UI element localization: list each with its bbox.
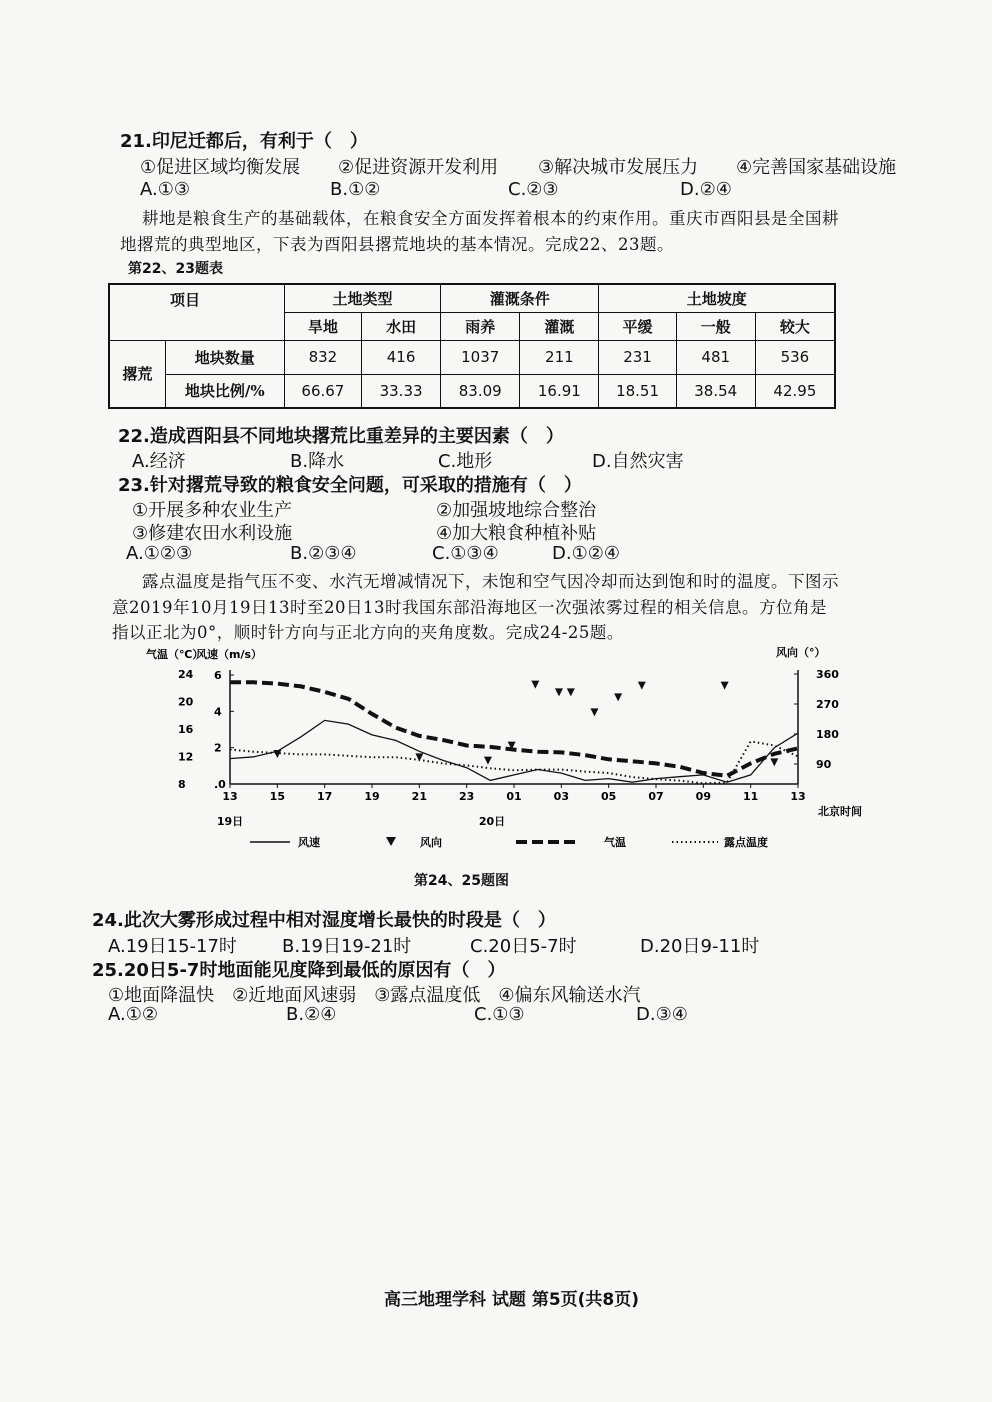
y-left-tick-label: 20 — [178, 695, 194, 709]
q21-option-c: C.②③ — [508, 179, 559, 200]
wind-direction-marker — [638, 682, 646, 690]
q23-item-1: ①开展多种农业生产 — [132, 500, 293, 521]
q21-option-b: B.①② — [330, 179, 381, 200]
q22-option-d: D.自然灾害 — [592, 451, 684, 472]
q23-option-a: A.①②③ — [126, 543, 193, 564]
temperature-line — [230, 682, 798, 776]
x-day-label: 19日 — [216, 815, 244, 828]
table-cell: 16.91 — [520, 374, 599, 408]
wind-direction-marker — [484, 757, 492, 765]
q25-items: ①地面降温快 ②近地面风速弱 ③露点温度低 ④偏东风输送水汽 — [108, 985, 641, 1006]
legend-dew-point-label: 露点温度 — [724, 836, 768, 849]
y-left-tick-label: 16 — [178, 723, 194, 736]
y-right-tick-label: 180 — [816, 728, 839, 741]
table-sub-gentle: 平缓 — [599, 312, 676, 340]
x-tick-label: 03 — [553, 790, 569, 803]
table-cell: 18.51 — [599, 374, 676, 408]
q23-option-d: D.①②④ — [552, 543, 620, 564]
table-header-item: 项目 — [109, 284, 284, 340]
legend-wind-speed-label: 风速 — [298, 836, 320, 849]
wind-direction-marker — [721, 682, 729, 690]
intro-2223-line2: 地撂荒的典型地区，下表为酉阳县撂荒地块的基本情况。完成22、23题。 — [120, 235, 674, 254]
wind-direction-marker — [770, 758, 778, 766]
q24-stem: 24.此次大雾形成过程中相对湿度增长最快的时段是（ ） — [92, 910, 556, 931]
q23-item-2: ②加强坡地综合整治 — [436, 500, 597, 521]
q22-option-c: C.地形 — [438, 451, 493, 472]
wind-direction-marker — [590, 708, 598, 716]
table-cell: 33.33 — [362, 374, 441, 408]
table-cell: 832 — [284, 340, 361, 374]
q21-option-d: D.②④ — [680, 179, 732, 200]
q21-option-a: A.①③ — [140, 179, 190, 200]
wind-direction-marker — [415, 753, 423, 761]
intro-2223-line1: 耕地是粮食生产的基础载体，在粮食安全方面发挥着根本的约束作用。重庆市酉阳县是全国耕 — [142, 209, 839, 228]
table-sub-moderate: 一般 — [676, 312, 755, 340]
q25-option-b: B.②④ — [286, 1004, 337, 1025]
table-sub-paddy: 水田 — [362, 312, 441, 340]
x-tick-label: 23 — [459, 790, 475, 803]
y-speed-axis-label: 风速（m/s） — [196, 648, 263, 661]
q25-option-d: D.③④ — [636, 1004, 688, 1025]
y-speed-tick-label: 6 — [214, 669, 222, 682]
x-day-label: 20日 — [478, 815, 506, 828]
intro-2425-line1: 露点温度是指气压不变、水汽无增减情况下，未饱和空气因冷却而达到饱和时的温度。下图示 — [142, 572, 839, 591]
table-sub-rainfed: 雨养 — [441, 312, 520, 340]
table-row-label: 地块比例/% — [165, 374, 284, 408]
wind-direction-marker — [555, 688, 563, 696]
q21-item-3: ③解决城市发展压力 — [538, 157, 699, 178]
y-right-tick-label: 360 — [816, 668, 839, 681]
q24-option-a: A.19日15-17时 — [108, 936, 237, 957]
q23-option-c: C.①③④ — [432, 543, 499, 564]
q22-stem: 22.造成酉阳县不同地块撂荒比重差异的主要因素（ ） — [118, 426, 564, 447]
weather-chart — [0, 640, 992, 900]
x-tick-label: 07 — [648, 790, 664, 803]
table-group-land-type: 土地类型 — [284, 284, 440, 312]
table-cell: 211 — [520, 340, 599, 374]
y-left-axis-label: 气温（℃） — [146, 648, 204, 661]
table-sub-dryland: 旱地 — [284, 312, 361, 340]
x-tick-label: 13 — [790, 790, 806, 803]
q21-stem: 21.印尼迁都后，有利于（ ） — [120, 131, 368, 152]
intro-2425-line3: 指以正北为0°，顺时针方向与正北方向的夹角度数。完成24-25题。 — [112, 623, 624, 642]
table-group-irrigation: 灌溉条件 — [441, 284, 599, 312]
wind-direction-marker — [567, 688, 575, 696]
wind-direction-marker — [614, 693, 622, 701]
y-speed-tick-label: 2 — [214, 741, 222, 755]
table-row-group: 撂荒 — [109, 340, 165, 408]
legend-wind-direction-label: 风向 — [420, 836, 442, 849]
q24-option-b: B.19日19-21时 — [282, 936, 412, 957]
y-speed-tick-label: 4 — [214, 705, 222, 719]
x-tick-label: 21 — [411, 790, 427, 803]
table-cell: 38.54 — [676, 374, 755, 408]
x-tick-label: 11 — [743, 790, 759, 803]
x-tick-label: 09 — [695, 790, 711, 803]
table-row — [109, 374, 835, 408]
q22-option-a: A.经济 — [132, 451, 186, 472]
q23-item-3: ③修建农田水利设施 — [132, 523, 293, 544]
legend-wind-direction-swatch — [386, 837, 396, 846]
table-cell: 1037 — [441, 340, 520, 374]
table-sub-irrigated: 灌溉 — [520, 312, 599, 340]
q23-option-b: B.②③④ — [290, 543, 357, 564]
table-group-slope: 土地坡度 — [599, 284, 835, 312]
q23-stem: 23.针对撂荒导致的粮食安全问题，可采取的措施有（ ） — [118, 475, 582, 496]
q25-option-c: C.①③ — [474, 1004, 525, 1025]
table-cell: 536 — [755, 340, 835, 374]
chart-caption: 第24、25题图 — [414, 873, 509, 889]
x-tick-label: 15 — [269, 790, 285, 803]
y-right-axis-label: 风向（°） — [776, 646, 826, 659]
table-cell: 481 — [676, 340, 755, 374]
table-sub-steep: 较大 — [755, 312, 835, 340]
table-cell: 83.09 — [441, 374, 520, 408]
land-table — [108, 283, 836, 409]
y-left-tick-label: 8 — [178, 778, 186, 791]
wind-direction-marker — [531, 681, 539, 689]
intro-2425-line2: 意2019年10月19日13时至20日13时我国东部沿海地区一次强浓雾过程的相关信息。方位角是 — [112, 598, 827, 617]
y-left-tick-label: 24 — [178, 668, 194, 681]
x-tick-label: 13 — [222, 790, 238, 803]
table-cell: 416 — [362, 340, 441, 374]
table-cell: 42.95 — [755, 374, 835, 408]
q21-item-4: ④完善国家基础设施 — [736, 157, 897, 178]
y-right-tick-label: 270 — [816, 698, 839, 711]
x-tick-label: 19 — [364, 790, 380, 803]
y-speed-tick-label: .0 — [214, 778, 226, 791]
table-row — [109, 340, 835, 374]
q23-item-4: ④加大粮食种植补贴 — [436, 523, 597, 544]
page-footer: 高三地理学科 试题 第5页(共8页) — [384, 1290, 640, 1310]
table-cell: 231 — [599, 340, 676, 374]
x-tick-label: 17 — [317, 790, 333, 803]
q25-stem: 25.20日5-7时地面能见度降到最低的原因有（ ） — [92, 960, 506, 981]
x-tick-label: 01 — [506, 790, 522, 803]
x-axis-label: 北京时间 — [818, 805, 862, 818]
q21-item-1: ①促进区域均衡发展 — [140, 157, 301, 178]
y-right-tick-label: 90 — [816, 758, 832, 771]
table-cell: 66.67 — [284, 374, 361, 408]
table-caption: 第22、23题表 — [128, 261, 223, 277]
q24-option-d: D.20日9-11时 — [640, 936, 760, 957]
legend-temperature-label: 气温 — [604, 836, 626, 849]
q25-option-a: A.①② — [108, 1004, 158, 1025]
q21-item-2: ②促进资源开发利用 — [338, 157, 499, 178]
y-left-tick-label: 12 — [178, 750, 194, 764]
x-tick-label: 05 — [601, 790, 617, 803]
q24-option-c: C.20日5-7时 — [470, 936, 577, 957]
q22-option-b: B.降水 — [290, 451, 345, 472]
table-row-label: 地块数量 — [165, 340, 284, 374]
